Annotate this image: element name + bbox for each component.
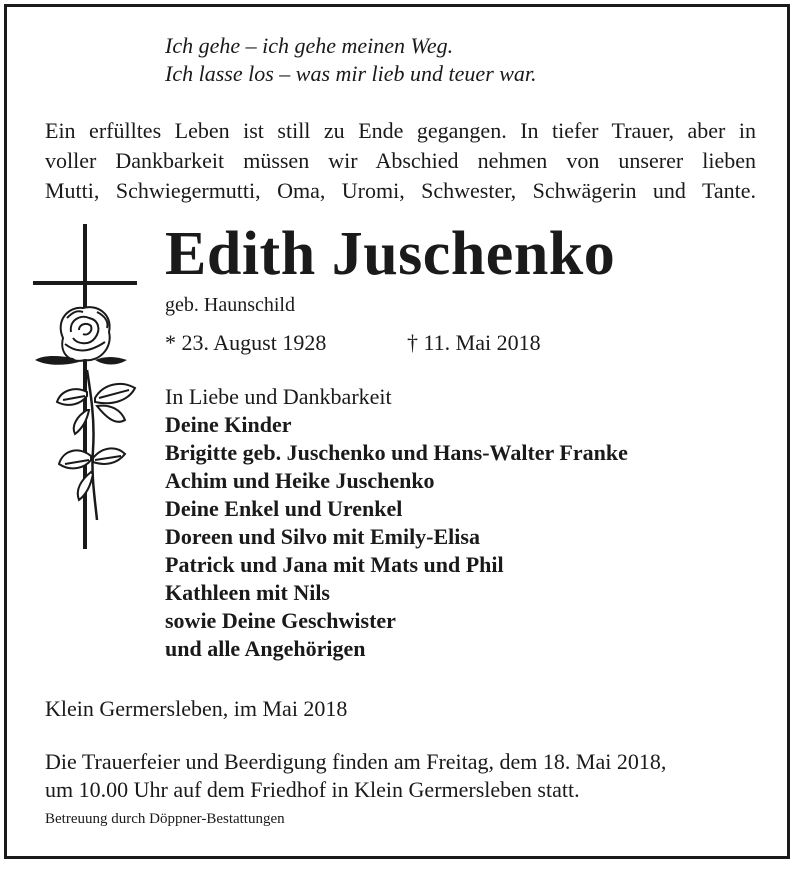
list-item: Deine Kinder	[165, 412, 292, 437]
birth-date: * 23. August 1928	[165, 330, 327, 355]
death-date: † 11. Mai 2018	[407, 330, 541, 355]
mourners-heading: In Liebe und Dankbarkeit	[165, 384, 392, 409]
service-line-1: Die Trauerfeier und Beerdigung finden am Freitag, dem 18. Mai 2018,	[45, 749, 667, 774]
cross-with-rose-icon	[25, 220, 145, 555]
deceased-name: Edith Juschenko	[165, 220, 616, 288]
list-item: Patrick und Jana mit Mats und Phil	[165, 552, 504, 577]
mourners-list	[165, 383, 628, 663]
intro-line-3: Mutti, Schwiegermutti, Oma, Uromi, Schwester, Schwägerin und Tante.	[45, 178, 756, 203]
birth-name: geb. Haunschild	[165, 294, 295, 316]
list-item: Achim und Heike Juschenko	[165, 468, 435, 493]
funeral-service-info	[45, 748, 666, 804]
intro-line-2: voller Dankbarkeit müssen wir Abschied nehmen von unserer lieben	[45, 148, 756, 173]
list-item: Kathleen mit Nils	[165, 580, 330, 605]
quote-line-2: Ich lasse los – was mir lieb und teuer war.	[165, 61, 537, 86]
quote-line-1: Ich gehe – ich gehe meinen Weg.	[165, 33, 454, 58]
list-item: Doreen und Silvo mit Emily-Elisa	[165, 524, 480, 549]
undertaker-credit: Betreuung durch Döppner-Bestattungen	[45, 811, 285, 827]
place-and-date: Klein Germersleben, im Mai 2018	[45, 696, 348, 721]
intro-text	[45, 116, 756, 206]
service-line-2: um 10.00 Uhr auf dem Friedhof in Klein Germersleben statt.	[45, 777, 580, 802]
list-item: sowie Deine Geschwister	[165, 608, 396, 633]
list-item: und alle Angehörigen	[165, 636, 366, 661]
intro-line-1: Ein erfülltes Leben ist still zu Ende gegangen. In tiefer Trauer, aber in	[45, 118, 756, 143]
list-item: Brigitte geb. Juschenko und Hans-Walter Franke	[165, 440, 628, 465]
list-item: Deine Enkel und Urenkel	[165, 496, 403, 521]
